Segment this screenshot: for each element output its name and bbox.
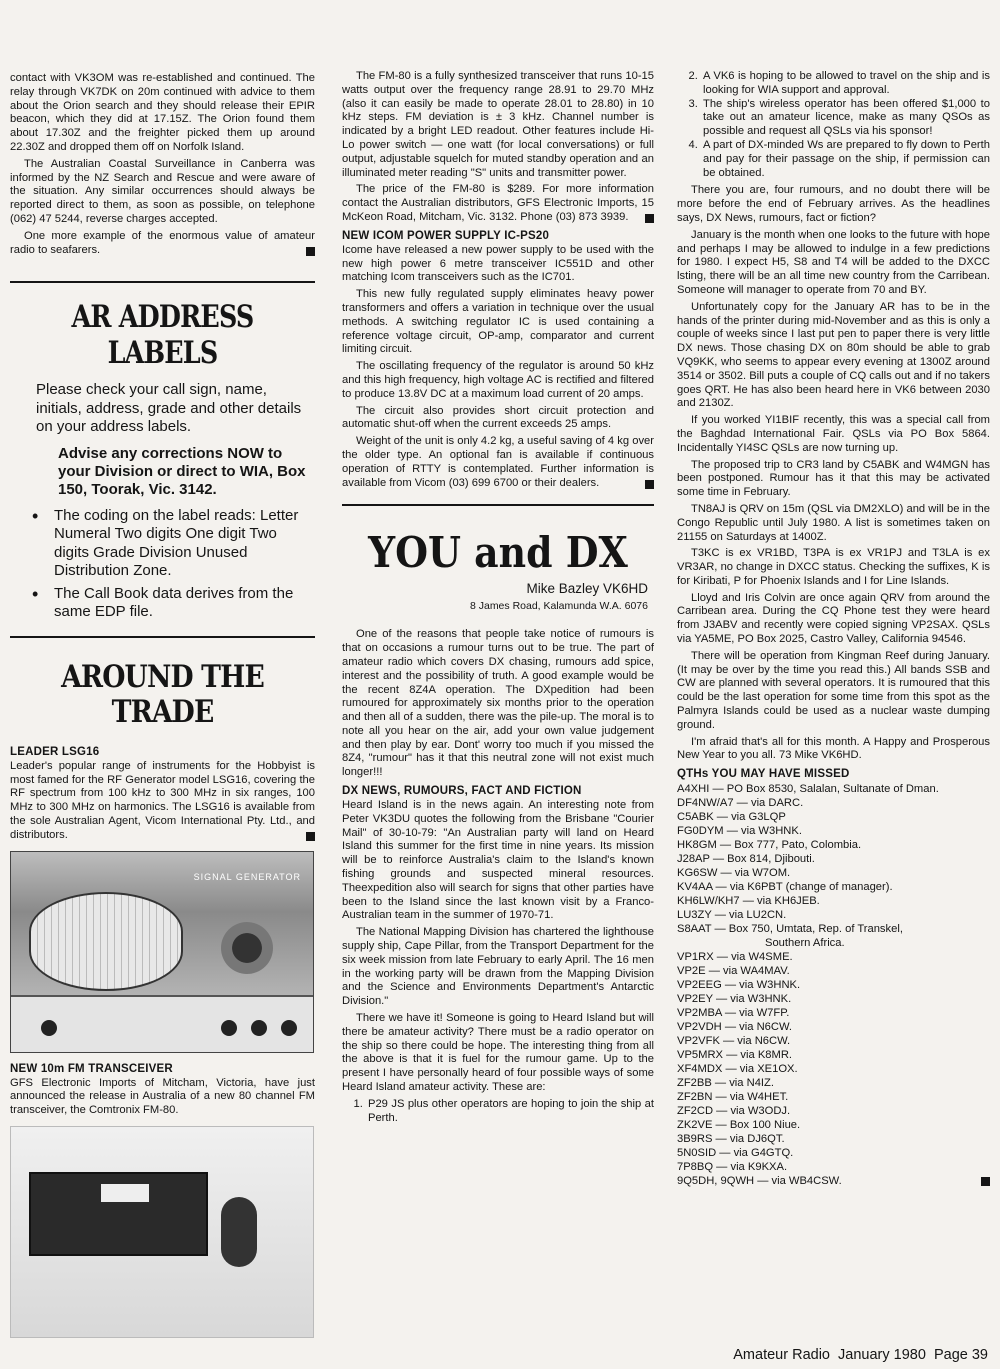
list-item: ZF2CD — via W3ODJ. bbox=[677, 1105, 791, 1118]
list-item: 1. P29 JS plus other operators are hoping to join the ship at Perth. bbox=[366, 1098, 654, 1126]
list-item: 3B9RS — via DJ6QT. bbox=[677, 1133, 785, 1146]
body-paragraph: Heard Island is in the news again. An interesting note from Peter VK3DU quotes the following from the Brisbane "Courier Mail" of 30-10-79: "An Australian party will land on Heard Island this summer for the first time in nine years. Its mission will be to reinforce Australia's claim to the Island's known fishing grounds and suspected mineral resources. Theexpedition also will search for signs that other parties have been to the Island since the last known visit by a Franco-Australian team in the summer of 1970-71. bbox=[342, 799, 654, 922]
list-item: ZK2VE — Box 100 Niue. bbox=[677, 1119, 801, 1132]
body-paragraph: The price of the FM-80 is $289. For more information contact the Australian distributors, GFS Electronic Imports, 15 McKeon Road, Mitcham, Vic. 3132. Phone (03) 873 3939. bbox=[342, 183, 654, 223]
list-item: HK8GM — Box 777, Pato, Colombia. bbox=[677, 839, 862, 852]
frequency-knob-icon bbox=[221, 922, 273, 974]
knob-icon bbox=[251, 1020, 267, 1036]
body-paragraph: There you are, four rumours, and no doubt there will be more before the end of February arrives. As the headlines says, DX News, rumours, fact or fiction? bbox=[677, 184, 990, 224]
labels-advise: Advise any corrections NOW to your Division or direct to WIA, Box 150, Toorak, Vic. 3142. bbox=[58, 444, 306, 498]
end-mark-icon bbox=[306, 247, 315, 256]
news-heading: DX NEWS, RUMOURS, FACT AND FICTION bbox=[342, 785, 582, 798]
list-item: VP2E — via WA4MAV. bbox=[677, 965, 790, 978]
leader-paragraph: Leader's popular range of instruments for the Hobbyist is most famed for the RF Generator model LSG16, covering the RF spectrum from 100 kHz to 300 MHz in six ranges, 100 MHz to 300 MHz on harmonics. The LSG16 is available from the sole Australian Agent, Vicom International Pty. Ltd., and distributors. bbox=[10, 759, 315, 841]
list-item: KH6LW/KH7 — via KH6JEB. bbox=[677, 895, 820, 908]
divider bbox=[342, 504, 654, 506]
page-footer: Amateur Radio January 1980 Page 39 bbox=[733, 1347, 988, 1363]
icom-heading: NEW ICOM POWER SUPPLY IC-PS20 bbox=[342, 229, 550, 242]
end-mark-icon bbox=[645, 480, 654, 489]
divider bbox=[10, 281, 315, 283]
list-item: VP5MRX — via K8MR. bbox=[677, 1049, 793, 1062]
end-mark-icon bbox=[645, 214, 654, 223]
labels-bullets bbox=[10, 507, 315, 622]
list-item: FG0DYM — via W3HNK. bbox=[677, 825, 802, 838]
knob-icon bbox=[41, 1020, 57, 1036]
trade-title-line-2: TRADE bbox=[111, 693, 214, 730]
knob-icon bbox=[221, 1020, 237, 1036]
end-mark-icon bbox=[306, 832, 315, 841]
labels-body: Please check your call sign, name, initials, address, grade and other details on your address labels. bbox=[36, 381, 302, 436]
fm-heading: NEW 10m FM TRANSCEIVER bbox=[10, 1062, 173, 1075]
list-item: 2. A VK6 is hoping to be allowed to travel on the ship and is looking for WIA support and approval. bbox=[701, 70, 990, 98]
body-paragraph: If you worked YI1BIF recently, this was a special call from the Baghdad International Fair. QSLs via PO Box 5864. Incidentally YI4SC QSLs are now turning up. bbox=[677, 414, 990, 454]
transceiver-icon bbox=[29, 1172, 208, 1256]
body-paragraph: contact with VK3OM was re-established and continued. The relay through VK7DK on 20m continued with advice to them about the Orion search and they should release their EPIR beacon, which they did at 17.15Z. The Orion found them about 17.30Z and the freighter picked them up around 22.30Z and dropped them off on Norfolk Island. bbox=[10, 72, 315, 153]
body-paragraph: The Australian Coastal Surveillance in Canberra was informed by the NZ Search and Rescue and were aware of the situation. Any similar occurrences should always be reported direct to them, as soon as possible, on telephone (062) 47 5244, reverse charges accepted. bbox=[10, 157, 315, 225]
trade-title-line-1: AROUND THE bbox=[61, 658, 264, 695]
list-item: KV4AA — via K6PBT (change of manager). bbox=[677, 881, 893, 894]
body-paragraph: I'm afraid that's all for this month. A Happy and Prosperous New Year to you all. 73 Mike VK6HD. bbox=[677, 735, 990, 762]
column-2 bbox=[342, 0, 654, 1339]
list-item: 9Q5DH, 9QWH — via WB4CSW. bbox=[677, 1174, 990, 1188]
dx-address: 8 James Road, Kalamunda W.A. 6076 bbox=[469, 600, 648, 613]
list-item: VP2EEG — via W3HNK. bbox=[677, 979, 801, 992]
list-item: VP2MBA — via W7FP. bbox=[677, 1007, 790, 1020]
labels-title: AR ADDRESS LABELS bbox=[71, 299, 254, 372]
body-paragraph: T3KC is ex VR1BD, T3PA is ex VR1PJ and T3LA is ex VR3AR, no change in DXCC status. Checking the suffixes, K is for Kiribati, P for Phoenix Islands and I for Line Islands. bbox=[677, 547, 990, 587]
list-item: VP1RX — via W4SME. bbox=[677, 951, 793, 964]
dx-author: Mike Bazley VK6HD bbox=[526, 581, 648, 597]
list-item: S8AAT — Box 750, Umtata, Rep. of Transkel, Southern Africa. bbox=[677, 923, 903, 950]
body-paragraph: Lloyd and Iris Colvin are once again QRV from around the Carribean area. During the CQ Phone test they were heard from J3ABV and recently were copied signing VP2SAX. QSLs via YA5ME, PO Box 2025, Castro Valley, California 94546. bbox=[677, 591, 990, 646]
body-paragraph: Unfortunately copy for the January AR has to be in the hands of the printer during mid-November and as this is only a couple of weeks since I last put pen to paper there is very little DX news. Those chasing DX on 80m should be able to grab VQ9KK, who seems to appear every evening at 1300Z around 3514 or 3502. Bill puts a couple of CQ calls out and if no takers goes QRT. He has also been heard here in VK6 between 2030 and 2130Z. bbox=[677, 300, 990, 410]
body-paragraph: The circuit also provides short circuit protection and automatic shut-off when the current exceeds 25 amps. bbox=[342, 404, 654, 431]
body-paragraph: Icome have released a new power supply to be used with the new high power 6 metre transceiver IC551D and other matching Icom transceivers such as the IC701. bbox=[342, 243, 654, 284]
microphone-icon bbox=[221, 1197, 257, 1267]
knob-icon bbox=[281, 1020, 297, 1036]
end-mark-icon bbox=[981, 1177, 990, 1186]
body-paragraph: There will be operation from Kingman Reef during January. (It may be over by the time you read this.) All bands SSB and CW are planned with several operators. It is rumoured that this could be the last operation for some time from this spot as the Palmyra Islands could be used as a nuclear waste dumping ground. bbox=[677, 649, 990, 731]
list-item: DF4NW/A7 — via DARC. bbox=[677, 797, 804, 810]
list-item: VP2EY — via W3HNK. bbox=[677, 993, 792, 1006]
list-item: VP2VFK — via N6CW. bbox=[677, 1035, 791, 1048]
heard-island-list-continued bbox=[677, 70, 990, 180]
signal-generator-photo bbox=[10, 851, 314, 1053]
list-item: KG6SW — via W7OM. bbox=[677, 867, 791, 880]
body-paragraph: One more example of the enormous value of amateur radio to seafarers. bbox=[10, 229, 315, 256]
body-paragraph: This new fully regulated supply eliminates heavy power transformers and offers a variation in technique over the usual methods. A switching regulator IC is used containing a reference voltage circuit, OP-amp, comparator and current limiting circuit. bbox=[342, 288, 654, 356]
column-1 bbox=[10, 0, 315, 1339]
trade-title bbox=[31, 660, 293, 730]
list-item: • The Call Book data derives from the same EDP file. bbox=[54, 585, 309, 622]
body-paragraph: The oscillating frequency of the regulator is around 50 kHz and this high frequency, high voltage AC is rectified and filtered to produce 13.8V DC at a maximum load current of 20 amps. bbox=[342, 360, 654, 400]
dial-scale-icon bbox=[29, 892, 183, 991]
body-paragraph: One of the reasons that people take notice of rumours is that on occasions a rumour turns out to be true. The part of amateur radio which covers DX chasing, rumours add spice, interest and the possibility of truth. A good example would be the recent 8Z4A operation. The DXpedition had been rumoured for approximately six months prior to the operation and then all of a sudden, there was the pile-up. The moral is to note all you hear on the air, add your own value judgement and then play by ear. Dont' worry too much if you missed the 8Z4, "rumour" has it that this neutral zone will not exist much longer!!! bbox=[342, 628, 654, 779]
body-paragraph: The National Mapping Division has chartered the lighthouse supply ship, Cape Pillar, from the Transport Department for the six week mission from late February to early April. The 16 men in the working party will be drawn from the Mapping Division and the Science and Environments Department's Antarctic Division." bbox=[342, 926, 654, 1008]
qth-heading: QTHs YOU MAY HAVE MISSED bbox=[677, 768, 850, 781]
divider bbox=[10, 636, 315, 638]
address-labels-box bbox=[10, 299, 315, 622]
body-paragraph: January is the month when one looks to the future with hope and perhaps I may be allowed to indulge in a few predictions for 1980. I expect H5, S8 and T4 will be added to the DXCC lsting, there will be an all time new country from the Carribean. Someone will manager to operate from 70 and BY. bbox=[677, 228, 990, 296]
list-item: C5ABK — via G3LQP bbox=[677, 811, 786, 824]
leader-heading: LEADER LSG16 bbox=[10, 745, 100, 758]
list-item: A4XHI — PO Box 8530, Salalan, Sultanate of Dman. bbox=[677, 783, 939, 796]
signal-generator-label: SIGNAL GENERATOR bbox=[193, 871, 301, 882]
fm-transceiver-photo bbox=[10, 1126, 314, 1338]
heard-island-list bbox=[342, 1098, 654, 1126]
list-item: 5N0SID — via G4GTQ. bbox=[677, 1147, 794, 1160]
list-item: ZF2BB — via N4IZ. bbox=[677, 1077, 774, 1090]
list-item: LU3ZY — via LU2CN. bbox=[677, 909, 787, 922]
dx-title: YOU and DX bbox=[368, 528, 628, 578]
list-item: J28AP — Box 814, Djibouti. bbox=[677, 853, 815, 866]
list-item: XF4MDX — via XE1OX. bbox=[677, 1063, 798, 1076]
fm-paragraph: GFS Electronic Imports of Mitcham, Victoria, have just announced the release in Australia of a new 80 channel FM transceiver, the Comtronix FM-80. bbox=[10, 1076, 315, 1117]
around-the-trade bbox=[10, 660, 315, 1338]
list-item: ZF2BN — via W4HET. bbox=[677, 1091, 789, 1104]
body-paragraph: The proposed trip to CR3 land by C5ABK and W4MGN has been postponed. Rumour has it that this may be activated some time in February. bbox=[677, 458, 990, 499]
qth-list bbox=[677, 782, 990, 1188]
list-item: 4. A part of DX-minded Ws are prepared to fly down to Perth and pay for their passage on the ship, if permission can be obtained. bbox=[701, 139, 990, 180]
list-item: • The coding on the label reads: Letter Numeral Two digits One digit Two digits Grade Division Unused Distribution Zone. bbox=[54, 507, 309, 581]
control-panel bbox=[11, 995, 313, 1052]
list-item: VP2VDH — via N6CW. bbox=[677, 1021, 793, 1034]
list-item: 7P8BQ — via K9KXA. bbox=[677, 1161, 788, 1174]
column-3 bbox=[677, 0, 990, 1339]
led-display-icon bbox=[101, 1184, 149, 1202]
list-item: 3. The ship's wireless operator has been offered $1,000 to take out an amateur licence, make as many QSOs as possible and request all QSLs via his sponsor! bbox=[701, 98, 990, 139]
body-paragraph: TN8AJ is QRV on 15m (QSL via DM2XLO) and will be in the Congo Republic until July 1980. A list is sometimes taken on 21155 on Saturdays at 1400Z. bbox=[677, 502, 990, 543]
body-paragraph: Weight of the unit is only 4.2 kg, a useful saving of 4 kg over the older type. An optional fan is available if continuous operation of RTTY is contemplated. Further information is available from Vicom (03) 699 6700 or their dealers. bbox=[342, 435, 654, 489]
body-paragraph: There we have it! Someone is going to Heard Island but will there be amateur activity? There must be a radio operator on the ship so there could be hope. The interesting thing from all the above is that it is fuel for the rumour game. Up to the present I have personally heard of four possible ways of some Heard Island amateur activity. These are: bbox=[342, 1012, 654, 1094]
body-paragraph: The FM-80 is a fully synthesized transceiver that runs 10-15 watts output over the frequency range 28.91 to 29.70 MHz (also it can easily be made to operate 28.01 to 28.80) in 10 kHz steps. FM deviation is ± 3 kHz. Channel number is indicated by a bright LED readout. Other features include Hi-Lo power switch — one watt (for local conversations) or full output, adjustable squelch for muted standby operation and an illuminated meter reading "S" units and transmitter power. bbox=[342, 70, 654, 179]
